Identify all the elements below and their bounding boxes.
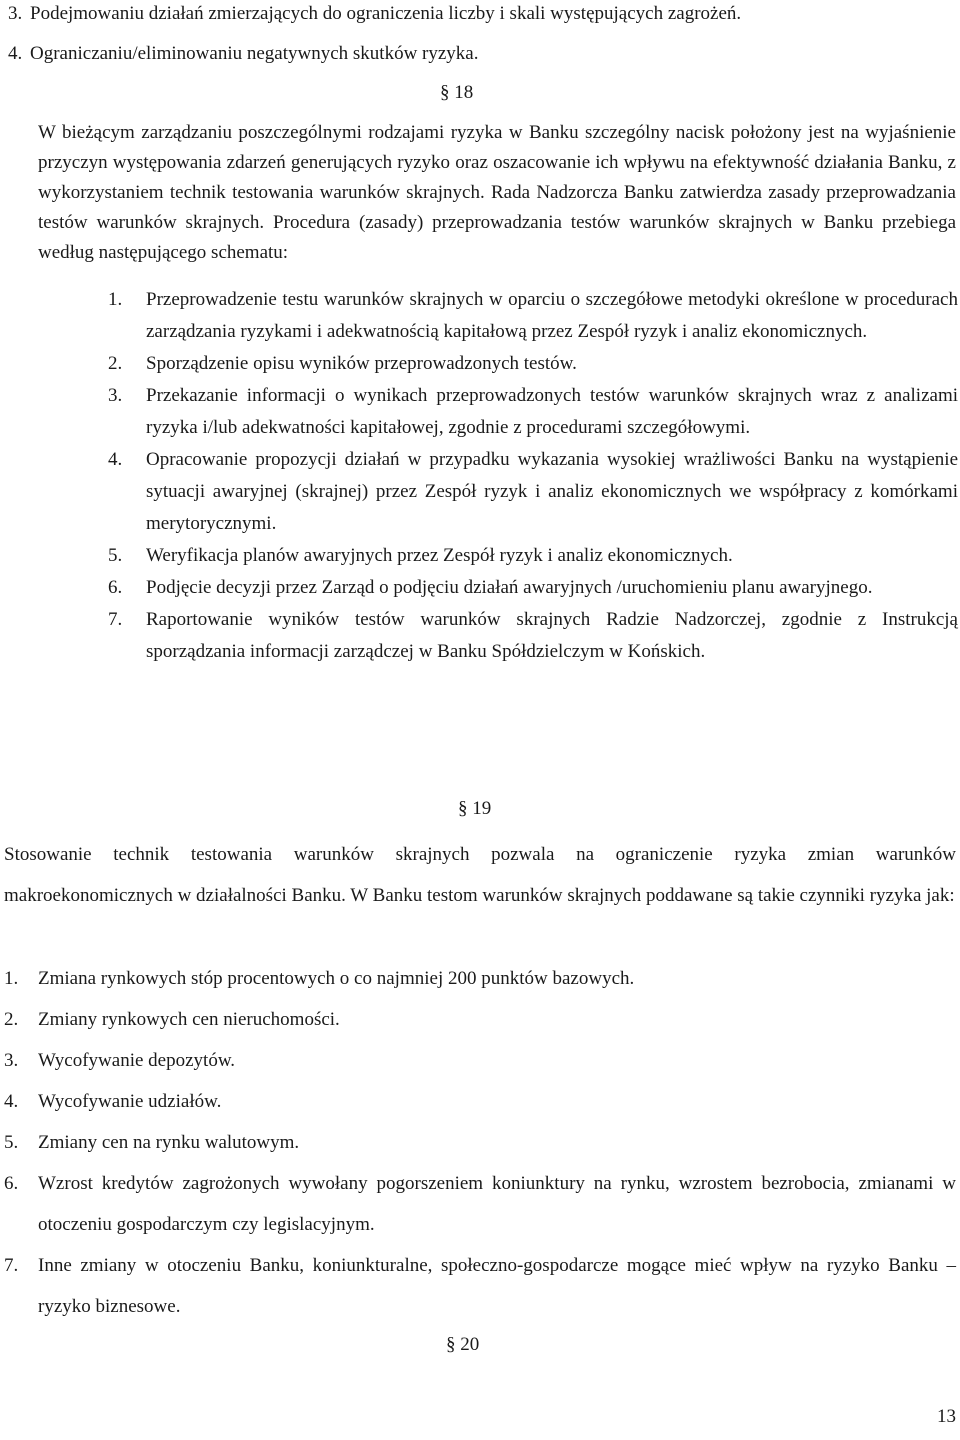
procedure-list [108, 284, 958, 668]
item-number: 3. [108, 385, 123, 406]
item-number: 3. [8, 3, 23, 24]
item-text: Inne zmiany w otoczeniu Banku, koniunkturalne, społeczno-gospodarcze mogące mieć wpływ na ryzyko Banku – ryzyko biznesowe. [38, 1255, 956, 1317]
risk-factor-list [4, 958, 956, 1327]
section-heading: § 19 [458, 798, 492, 819]
section-paragraph: W bieżącym zarządzaniu poszczególnymi rodzajami ryzyka w Banku szczególny nacisk położony jest na wyjaśnienie przyczyn występowania zdarzeń generujących ryzyko oraz oszacowanie ich wpływu na efektywność działania Banku, z wykorzystaniem technik testowania warunków skrajnych. Rada Nadzorcza Banku zatwierdza zasady przeprowadzania testów warunków skrajnych. Procedura (zasady) przeprowadzania testów warunków skrajnych w Banku przebiega według następującego schematu: [38, 122, 956, 263]
item-text: Podjęcie decyzji przez Zarząd o podjęciu działań awaryjnych /uruchomieniu planu awaryjnego. [146, 577, 873, 598]
page-number: 13 [937, 1406, 956, 1427]
item-number: 2. [4, 1009, 19, 1030]
item-number: 6. [108, 577, 123, 598]
item-text: Weryfikacja planów awaryjnych przez Zespół ryzyk i analiz ekonomicznych. [146, 545, 733, 566]
section-heading: § 20 [446, 1334, 480, 1355]
list-item [4, 958, 956, 999]
item-text: Podejmowaniu działań zmierzających do ograniczenia liczby i skali występujących zagrożeń. [30, 3, 742, 24]
list-item [4, 1245, 956, 1327]
item-text: Przeprowadzenie testu warunków skrajnych w oparciu o szczegółowe metodyki określone w procedurach zarządzania ryzykami i adekwatnością kapitałową przez Zespół ryzyk i analiz ekonomicznych. [146, 289, 958, 342]
list-item [108, 444, 958, 540]
list-item [4, 999, 956, 1040]
item-text: Wycofywanie depozytów. [38, 1050, 236, 1071]
item-text: Raportowanie wyników testów warunków skrajnych Radzie Nadzorczej, zgodnie z Instrukcją sporządzania informacji zarządczej w Banku Spółdzielczym w Końskich. [146, 609, 958, 662]
list-item [108, 284, 958, 348]
item-number: 6. [4, 1173, 19, 1194]
item-number: 5. [4, 1132, 19, 1153]
section-paragraph: Stosowanie technik testowania warunków skrajnych pozwala na ograniczenie ryzyka zmian warunków makroekonomicznych w działalności Banku. W Banku testom warunków skrajnych poddawane są takie czynniki ryzyka jak: [4, 844, 956, 906]
item-text: Opracowanie propozycji działań w przypadku wykazania wysokiej wrażliwości Banku na wystąpienie sytuacji awaryjnej (skrajnej) przez Zespół ryzyk i analiz ekonomicznych we współpracy z komórkami merytorycznymi. [146, 449, 958, 534]
item-number: 4. [4, 1091, 19, 1112]
item-number: 4. [8, 43, 23, 64]
item-text: Zmiana rynkowych stóp procentowych o co najmniej 200 punktów bazowych. [38, 968, 635, 989]
item-text: Ograniczaniu/eliminowaniu negatywnych skutków ryzyka. [30, 43, 479, 64]
item-text: Wycofywanie udziałów. [38, 1091, 222, 1112]
item-number: 5. [108, 545, 123, 566]
item-text: Zmiany cen na rynku walutowym. [38, 1132, 300, 1153]
item-number: 4. [108, 449, 123, 470]
item-number: 1. [4, 968, 19, 989]
item-number: 2. [108, 353, 123, 374]
section-heading: § 18 [440, 82, 474, 103]
item-text: Wzrost kredytów zagrożonych wywołany pogorszeniem koniunktury na rynku, wzrostem bezrobocia, zmianami w otoczeniu gospodarczym czy legislacyjnym. [38, 1173, 956, 1235]
item-text: Sporządzenie opisu wyników przeprowadzonych testów. [146, 353, 577, 374]
item-text: Przekazanie informacji o wynikach przeprowadzonych testów warunków skrajnych wraz z analizami ryzyka i/lub adekwatności kapitałowej, zgodnie z procedurami szczegółowymi. [146, 385, 958, 438]
item-text: Zmiany rynkowych cen nieruchomości. [38, 1009, 340, 1030]
list-item [4, 1081, 956, 1122]
list-item [8, 2, 741, 26]
list-item [108, 348, 958, 380]
item-number: 1. [108, 289, 123, 310]
item-number: 3. [4, 1050, 19, 1071]
item-number: 7. [108, 609, 123, 630]
list-item [8, 42, 479, 66]
list-item [108, 380, 958, 444]
list-item [108, 604, 958, 668]
list-item [108, 572, 958, 604]
item-number: 7. [4, 1255, 19, 1276]
list-item [4, 1040, 956, 1081]
list-item [4, 1163, 956, 1245]
list-item [4, 1122, 956, 1163]
list-item [108, 540, 958, 572]
